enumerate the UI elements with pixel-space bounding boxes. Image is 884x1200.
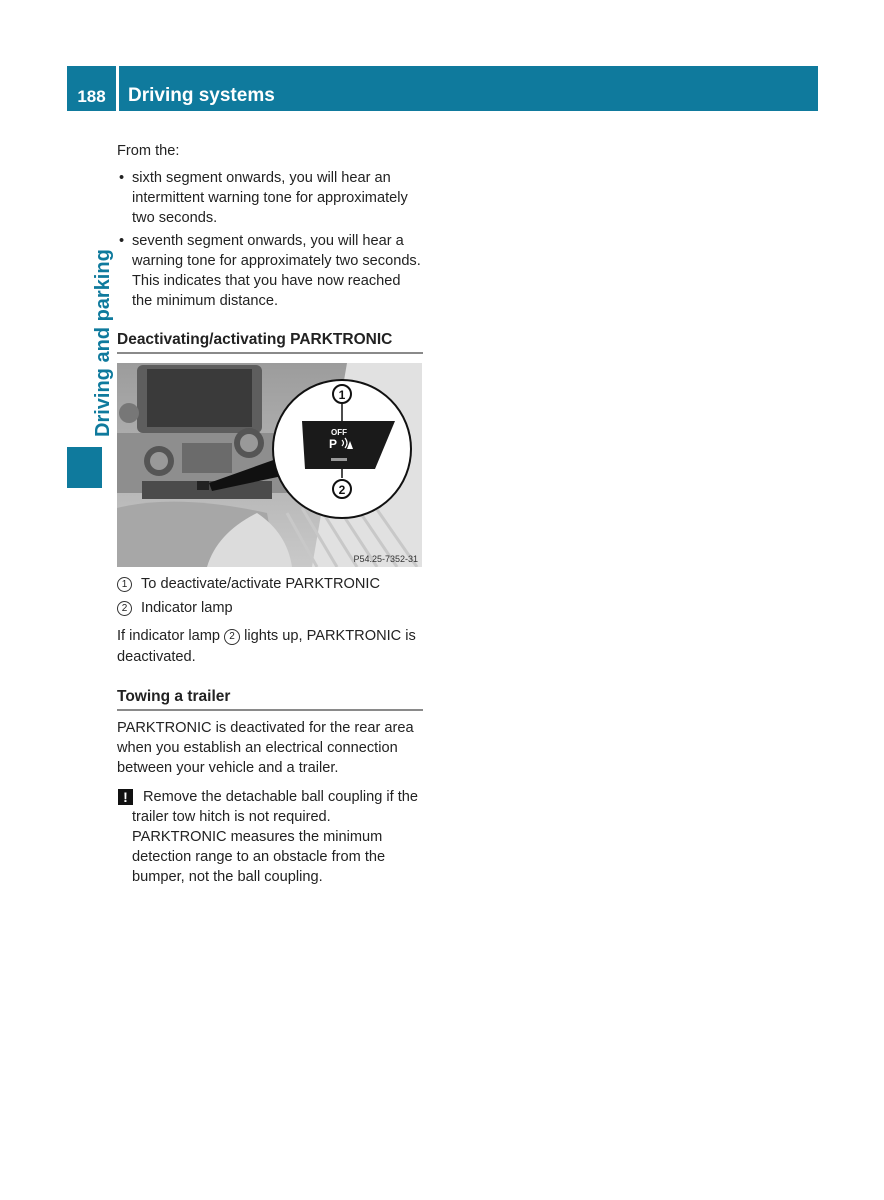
bullet-text: sixth segment onwards, you will hear an intermittent warning tone for approximately two seconds. [132, 170, 408, 226]
callout-2-label: 2 [338, 483, 346, 497]
legend-text-2: Indicator lamp [141, 600, 233, 616]
parktronic-figure [117, 363, 422, 567]
side-tab-marker [67, 447, 102, 488]
callout-1-label: 1 [338, 388, 346, 402]
indicator-lamp-icon [331, 458, 347, 461]
dashboard-illustration [117, 363, 422, 567]
intro-text: From the: [117, 143, 180, 159]
figure-reference-code: P54.25-7352-31 [353, 554, 418, 564]
warning-icon: ! [118, 789, 133, 805]
legend-item-1 [117, 574, 423, 594]
legend-item-2 [117, 598, 423, 618]
chapter-title: Driving systems [128, 85, 275, 106]
note-number: 2 [224, 629, 240, 645]
legend-text-1: To deactivate/activate PARKTRONIC [141, 576, 380, 592]
bullet-icon: • [119, 170, 125, 186]
legend-number-1: 1 [117, 577, 132, 592]
bullet-text: seventh segment onwards, you will hear a warning tone for approximately two seconds. This indicates that you have now reached the minimum distance. [132, 233, 421, 309]
trailer-paragraph: PARKTRONIC is deactivated for the rear area when you establish an electrical connection between your vehicle and a trailer. [117, 720, 414, 776]
page-number: 188 [77, 87, 106, 106]
bullet-icon: • [119, 233, 125, 249]
section-heading-deactivate: Deactivating/activating PARKTRONIC [117, 330, 423, 354]
section-heading-trailer: Towing a trailer [117, 687, 423, 711]
side-tab-label: Driving and parking [92, 249, 114, 437]
legend-number-2: 2 [117, 601, 132, 616]
list-item [117, 231, 423, 311]
indicator-note [117, 626, 423, 668]
list-item [117, 168, 423, 228]
parktronic-button-symbol: P [328, 437, 338, 451]
note-text-after: lights up, PARKTRONIC is deactivated. [117, 628, 416, 665]
warning-note [117, 787, 423, 887]
warning-text: Remove the detachable ball coupling if the trailer tow hitch is not required. PARKTRONIC measures the minimum detection range to an obstacle from the bumper, not the ball coupling. [132, 789, 419, 885]
bullet-list [117, 168, 423, 311]
main-content [117, 141, 423, 887]
note-text-before: If indicator lamp [117, 628, 221, 644]
header-divider [116, 66, 119, 111]
button-off-label: OFF [331, 428, 347, 437]
